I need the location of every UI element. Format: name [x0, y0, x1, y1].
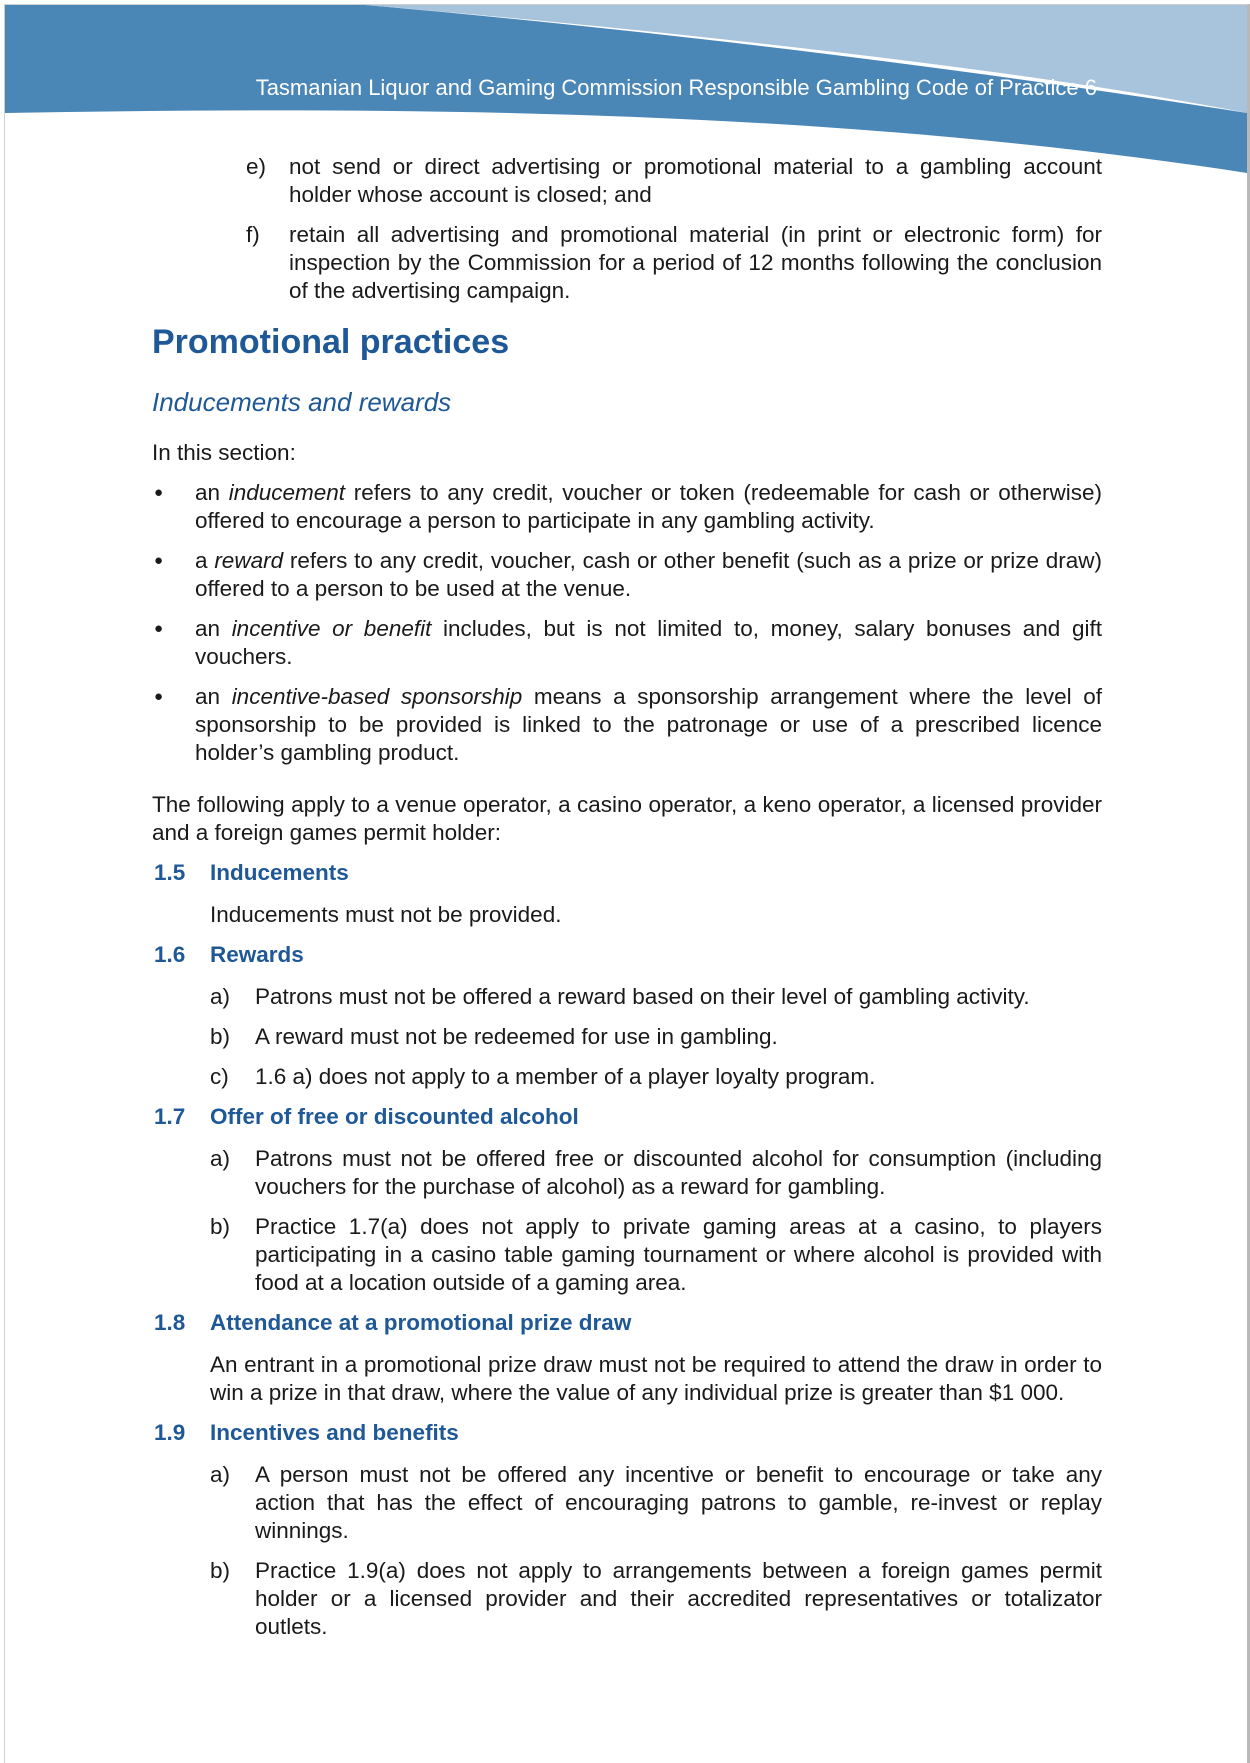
practice-number: 1.9: [154, 1420, 186, 1445]
definition-bullet: [152, 615, 1102, 671]
list-text: A reward must not be redeemed for use in gambling.: [255, 1024, 778, 1049]
document-page: [4, 4, 1250, 1763]
practice-item: [152, 1063, 1102, 1091]
practice-item: [152, 1461, 1102, 1545]
bullet-icon: ●: [154, 620, 164, 637]
practice-number: 1.6: [154, 942, 186, 967]
definition-prefix: an: [195, 480, 229, 505]
list-label: f): [246, 222, 260, 247]
practice-item: [152, 1023, 1102, 1051]
bullet-icon: ●: [154, 484, 164, 501]
practice-title: Inducements: [210, 860, 349, 885]
definition-text: means a sponsorship arrangement where the level of sponsorship to be provided is linked to the patronage or use of a prescribed licence holder’s gambling product.: [195, 684, 1102, 765]
section-heading: Promotional practices: [152, 323, 510, 361]
definition-term: inducement: [228, 480, 346, 505]
list-label: b): [210, 1558, 231, 1583]
practice-body: An entrant in a promotional prize draw must not be required to attend the draw in order to win a prize in that draw, where the value of any individual prize is greater than $1 000.: [210, 1352, 1102, 1405]
definition-text: refers to any credit, voucher or token (redeemable for cash or otherwise) offered to encourage a person to participate in any gambling activity.: [195, 480, 1103, 533]
practice-item: [152, 1557, 1102, 1641]
definition-term: incentive or benefit: [231, 616, 432, 641]
practice-item: [152, 983, 1102, 1011]
definition-term: reward: [214, 548, 284, 573]
practice-item: [152, 1145, 1102, 1201]
practice-title: Rewards: [210, 942, 304, 967]
definition-prefix: an: [195, 616, 232, 641]
definition-term: incentive-based sponsorship: [231, 684, 523, 709]
list-text: A person must not be offered any incentive or benefit to encourage or take any action that has the effect of encouraging patrons to gamble, re-invest or replay winnings.: [255, 1462, 1102, 1543]
definition-prefix: a: [195, 548, 215, 573]
list-label: a): [210, 984, 231, 1009]
list-text: Patrons must not be offered a reward based on their level of gambling activity.: [255, 984, 1030, 1009]
document-content: [152, 153, 1102, 1641]
practice-heading-1-5: [152, 859, 1102, 887]
practice-heading-1-6: [152, 941, 1102, 969]
intro-text: In this section:: [152, 440, 296, 465]
list-label: b): [210, 1214, 231, 1239]
bullet-icon: ●: [154, 552, 164, 569]
list-label: c): [210, 1064, 229, 1089]
list-item-e: [152, 153, 1102, 209]
list-label: a): [210, 1462, 231, 1487]
practice-heading-1-7: [152, 1103, 1102, 1131]
practice-number: 1.7: [154, 1104, 186, 1129]
practice-heading-1-8: [152, 1309, 1102, 1337]
practice-title: Attendance at a promotional prize draw: [210, 1310, 632, 1335]
list-text: Practice 1.9(a) does not apply to arrangements between a foreign games permit holder or a licensed provider and their accredited representatives or totalizator outlets.: [255, 1558, 1102, 1639]
list-label: a): [210, 1146, 231, 1171]
practice-heading-1-9: [152, 1419, 1102, 1447]
definition-text: includes, but is not limited to, money, salary bonuses and gift vouchers.: [195, 616, 1102, 669]
practice-title: Offer of free or discounted alcohol: [210, 1104, 579, 1129]
list-text: Practice 1.7(a) does not apply to private gaming areas at a casino, to players participating in a casino table gaming tournament or where alcohol is provided with food at a location outside of a gaming area.: [255, 1214, 1102, 1295]
list-item-f: [152, 221, 1102, 305]
practice-item: [152, 1213, 1102, 1297]
definition-bullet: [152, 479, 1102, 535]
definition-text: refers to any credit, voucher, cash or other benefit (such as a prize or prize draw) offered to a person to be used at the venue.: [195, 548, 1103, 601]
definition-prefix: an: [195, 684, 232, 709]
list-text: retain all advertising and promotional material (in print or electronic form) for inspection by the Commission for a period of 12 months following the conclusion of the advertising campaign.: [289, 222, 1102, 303]
bullet-icon: ●: [154, 688, 164, 705]
practice-title: Incentives and benefits: [210, 1420, 459, 1445]
definition-bullet: [152, 547, 1102, 603]
practice-number: 1.5: [154, 860, 186, 885]
list-text: Patrons must not be offered free or discounted alcohol for consumption (including vouchers for the purchase of alcohol) as a reward for gambling.: [255, 1146, 1102, 1199]
subsection-heading: Inducements and rewards: [152, 387, 452, 417]
list-text: 1.6 a) does not apply to a member of a player loyalty program.: [255, 1064, 876, 1089]
practice-number: 1.8: [154, 1310, 186, 1335]
definition-bullet: [152, 683, 1102, 767]
list-label: b): [210, 1024, 231, 1049]
list-text: not send or direct advertising or promotional material to a gambling account holder whose account is closed; and: [289, 154, 1102, 207]
list-label: e): [246, 154, 267, 179]
practice-body: Inducements must not be provided.: [210, 902, 562, 927]
applies-text: The following apply to a venue operator, a casino operator, a keno operator, a licensed provider and a foreign games permit holder:: [152, 792, 1102, 845]
running-header-title: Tasmanian Liquor and Gaming Commission Responsible Gambling Code of Practice 6: [255, 75, 1097, 100]
